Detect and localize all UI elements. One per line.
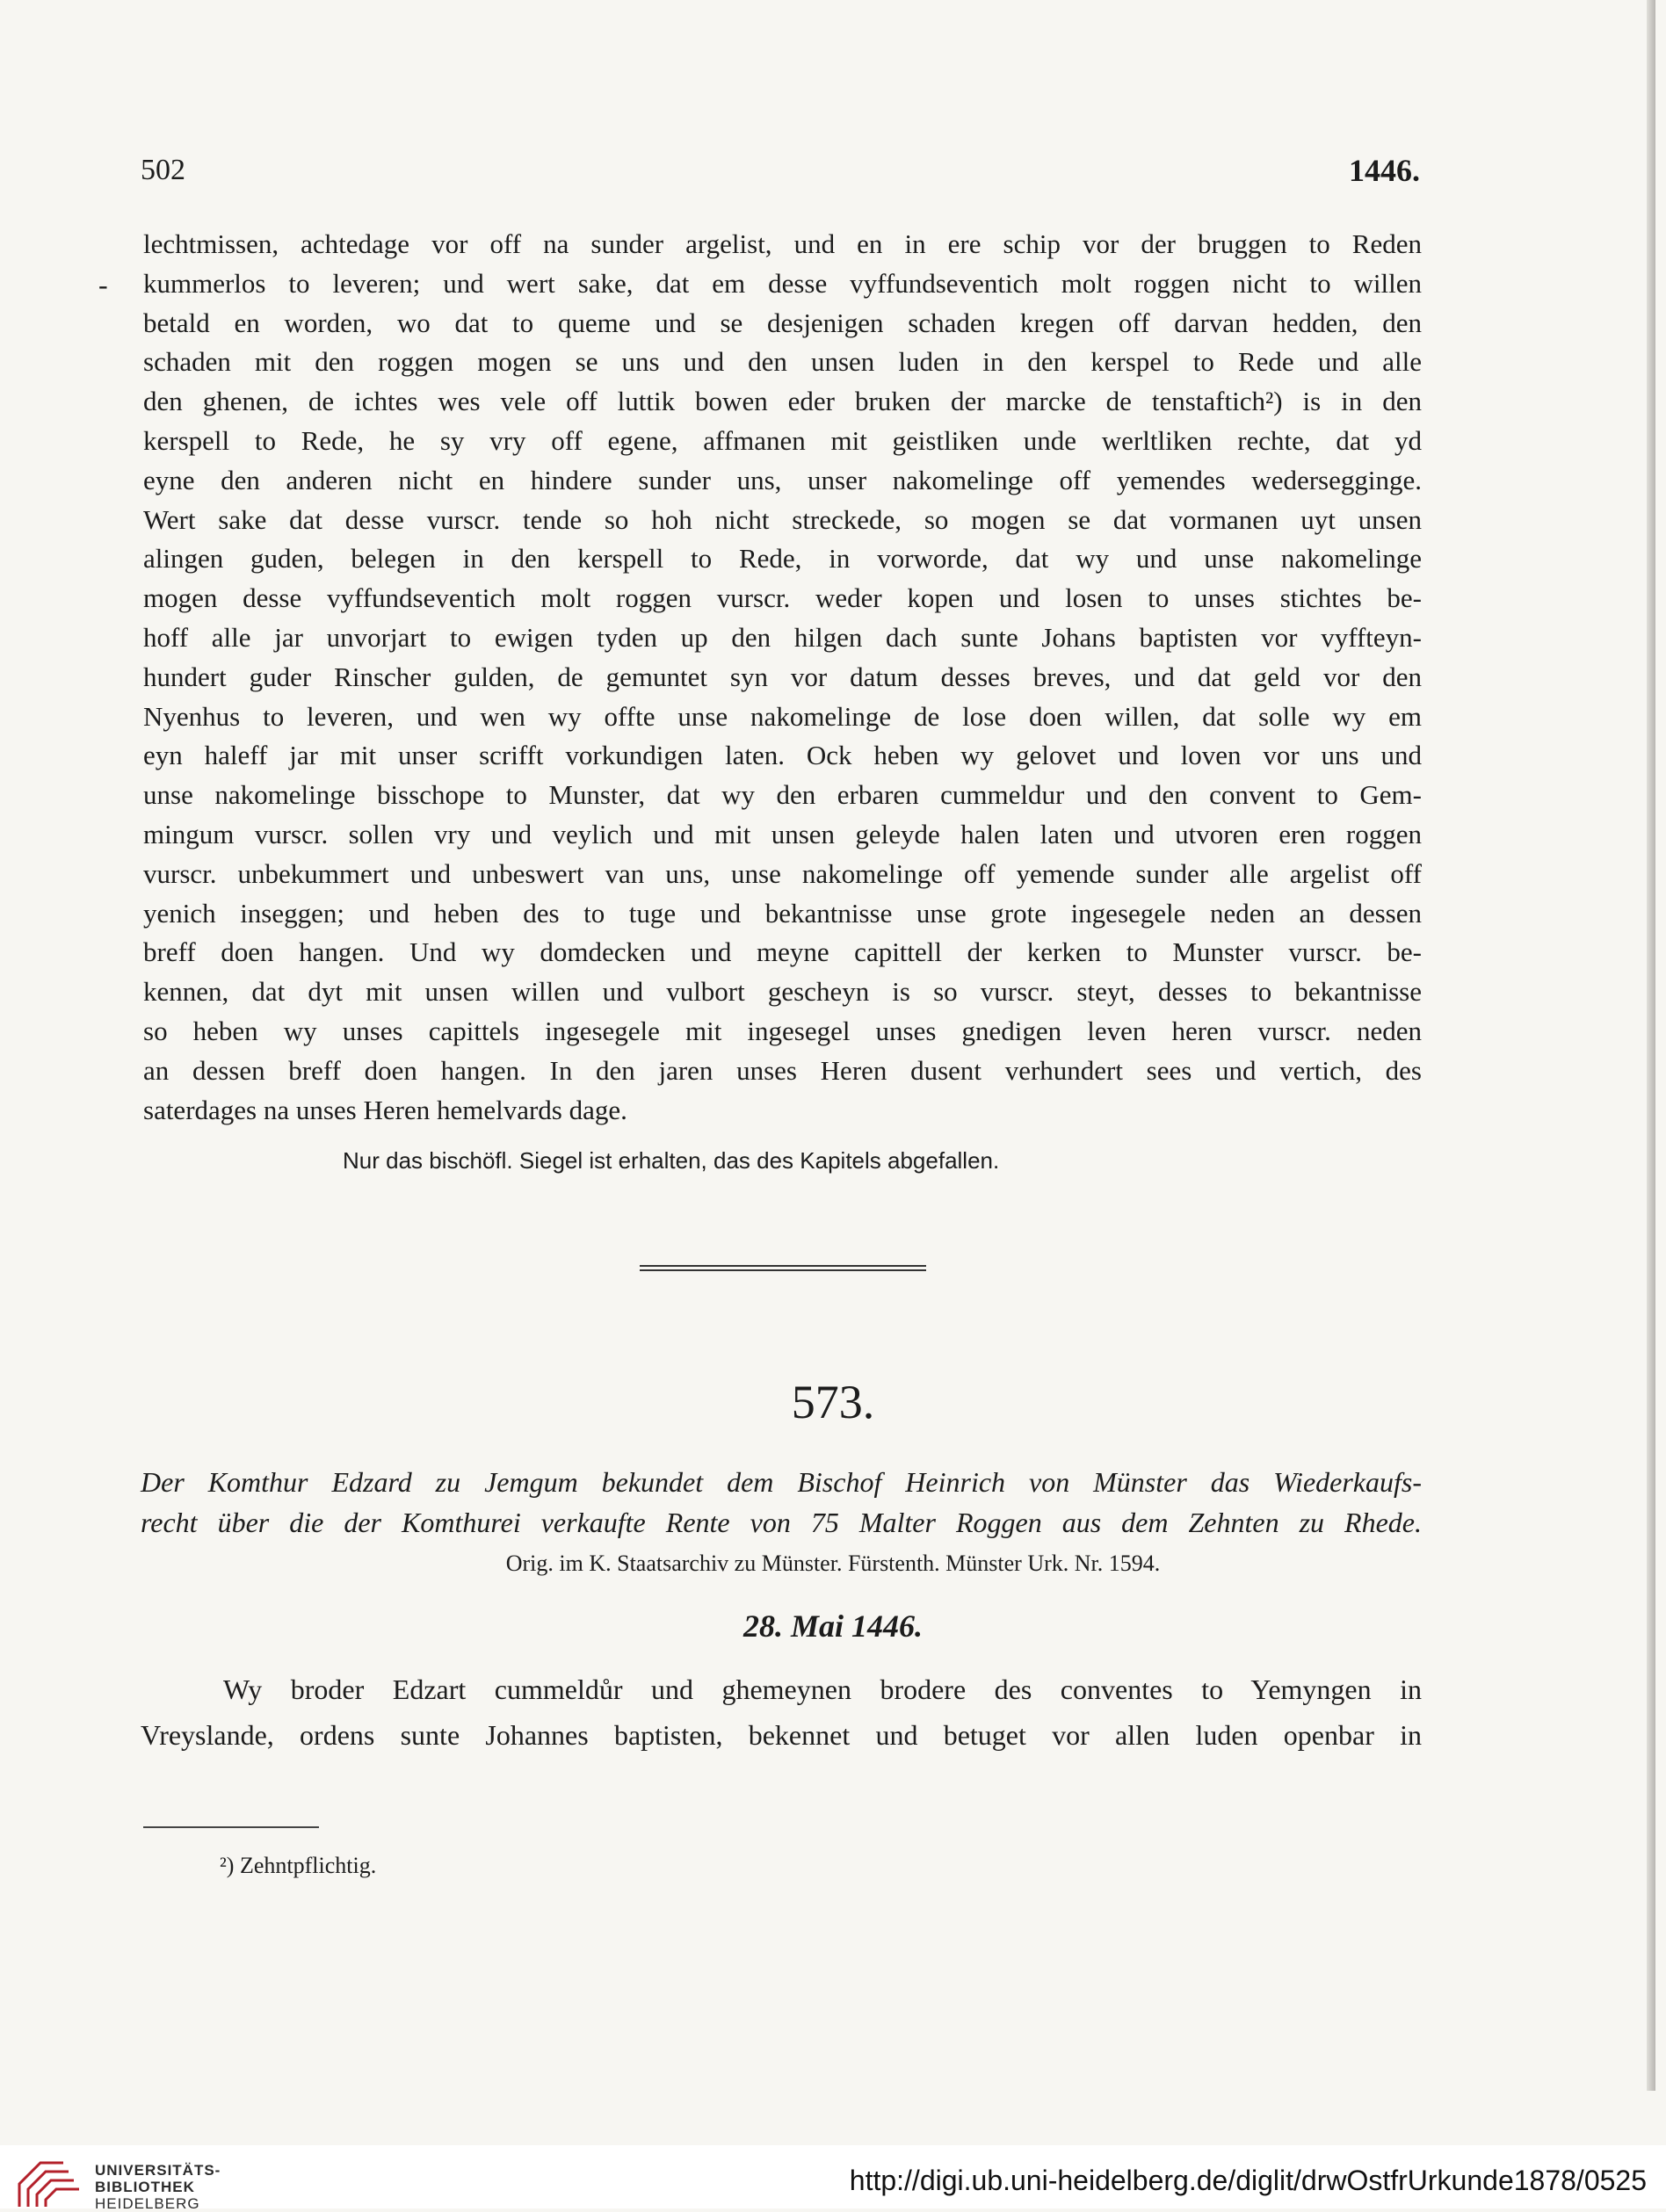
text-line: Nyenhus to leveren, und wen wy offte unse nakomelinge de lose doen willen, dat solle wy em	[143, 700, 1422, 732]
seal-note: Nur das bischöfl. Siegel ist erhalten, das des Kapitels abgefallen.	[343, 1147, 1000, 1174]
footnote-rule	[143, 1826, 319, 1828]
text-line: Vreyslande, ordens sunte Johannes baptisten, bekennet und betuget vor allen luden openbar in	[141, 1719, 1422, 1751]
page-number: 502	[141, 154, 185, 186]
document-text	[141, 1666, 1422, 1758]
archival-source: Orig. im K. Staatsarchiv zu Münster. Fürstenth. Münster Urk. Nr. 1594.	[505, 1551, 1161, 1576]
library-name-line: UNIVERSITÄTS-	[95, 2162, 221, 2179]
library-name-line: HEIDELBERG	[95, 2195, 200, 2212]
text-line: betald en worden, wo dat to queme und se desjenigen schaden kregen off darvan hedden, den	[143, 307, 1422, 338]
footnote: ²) Zehntpflichtig.	[220, 1853, 377, 1878]
text-line: eyn haleff jar mit unser scrifft vorkundigen laten. Ock heben wy gelovet und loven vor uns und	[143, 740, 1422, 771]
text-line: mogen desse vyffundseventich molt roggen vurscr. weder kopen und losen to unses stichtes be-	[143, 582, 1422, 614]
document-number: 573.	[791, 1376, 875, 1428]
text-line: kummerlos to leveren; und wert sake, dat em desse vyffundseventich molt roggen nicht to willen	[143, 267, 1422, 299]
text-line: schaden mit den roggen mogen se uns und den unsen luden in den kerspel to Rede und alle	[143, 346, 1422, 378]
margin-mark: -	[98, 269, 108, 300]
text-line: unse nakomelinge bisschope to Munster, dat wy den erbaren cummeldur und den convent to Gem-	[143, 779, 1422, 811]
page-edge-shadow	[1647, 0, 1655, 2091]
section-divider	[640, 1265, 926, 1274]
document-summary	[141, 1462, 1422, 1543]
library-logo-icon	[14, 2158, 86, 2208]
text-line: mingum vurscr. sollen vry und veylich und mit unsen geleyde halen laten und utvoren eren roggen	[143, 818, 1422, 849]
text-line: Wy broder Edzart cummeldůr und ghemeynen brodere des conventes to Yemyngen in	[223, 1673, 1422, 1705]
text-line: vurscr. unbekummert und unbeswert van uns, unse nakomelinge off yemende sunder alle argelist off	[143, 857, 1422, 889]
text-line: kennen, dat dyt mit unsen willen und vulbort gescheyn is so vurscr. steyt, desses to bekantnisse	[143, 976, 1422, 1008]
text-line: kerspell to Rede, he sy vry off egene, affmanen mit geistliken unde werltliken rechte, dat yd	[143, 424, 1422, 456]
text-line: saterdages na unses Heren hemelvards dage.	[143, 1094, 627, 1125]
text-line: hundert guder Rinscher gulden, de gemuntet syn vor datum desses breves, und dat geld vor den	[143, 661, 1422, 692]
library-name-line: BIBLIOTHEK	[95, 2179, 195, 2195]
document-date: 28. Mai 1446.	[742, 1608, 923, 1644]
library-name	[95, 2162, 221, 2212]
summary-line: Der Komthur Edzard zu Jemgum bekundet dem Bischof Heinrich von Münster das Wiederkaufs-	[141, 1466, 1422, 1498]
text-line: Wert sake dat desse vurscr. tende so hoh nicht streckede, so mogen se dat vormanen uyt unsen	[143, 503, 1422, 535]
permalink-url[interactable]: http://digi.ub.uni-heidelberg.de/diglit/drwOstfrUrkunde1878/0525	[849, 2165, 1647, 2196]
text-line: eyne den anderen nicht en hindere sunder uns, unser nakomelinge off yemendes wedersegginge.	[143, 464, 1422, 495]
charter-text-continued	[143, 225, 1422, 1130]
text-line: lechtmissen, achtedage vor off na sunder argelist, und en in ere schip vor der bruggen to Reden	[143, 228, 1422, 259]
text-line: breff doen hangen. Und wy domdecken und meyne capittell der kerken to Munster vurscr. be-	[143, 936, 1422, 968]
text-line: an dessen breff doen hangen. In den jaren unses Heren dusent verhundert sees und vertich, des	[143, 1054, 1422, 1086]
text-line: alingen guden, belegen in den kerspell to Rede, in vorworde, dat wy und unse nakomelinge	[143, 543, 1422, 575]
summary-line: recht über die der Komthurei verkaufte Rente von 75 Malter Roggen aus dem Zehnten zu Rhede.	[141, 1507, 1422, 1538]
text-line: den ghenen, de ichtes wes vele off luttik bowen eder bruken der marcke de tenstaftich²) is in den	[143, 386, 1422, 417]
text-line: yenich inseggen; und heben des to tuge und bekantnisse unse grote ingesegele neden an dessen	[143, 897, 1422, 929]
text-line: so heben wy unses capittels ingesegele mit ingesegel unses gnedigen leven heren vurscr. neden	[143, 1015, 1422, 1046]
running-year: 1446.	[1349, 153, 1420, 188]
text-line: hoff alle jar unvorjart to ewigen tyden up den hilgen dach sunte Johans baptisten vor vyffteyn-	[143, 621, 1422, 653]
